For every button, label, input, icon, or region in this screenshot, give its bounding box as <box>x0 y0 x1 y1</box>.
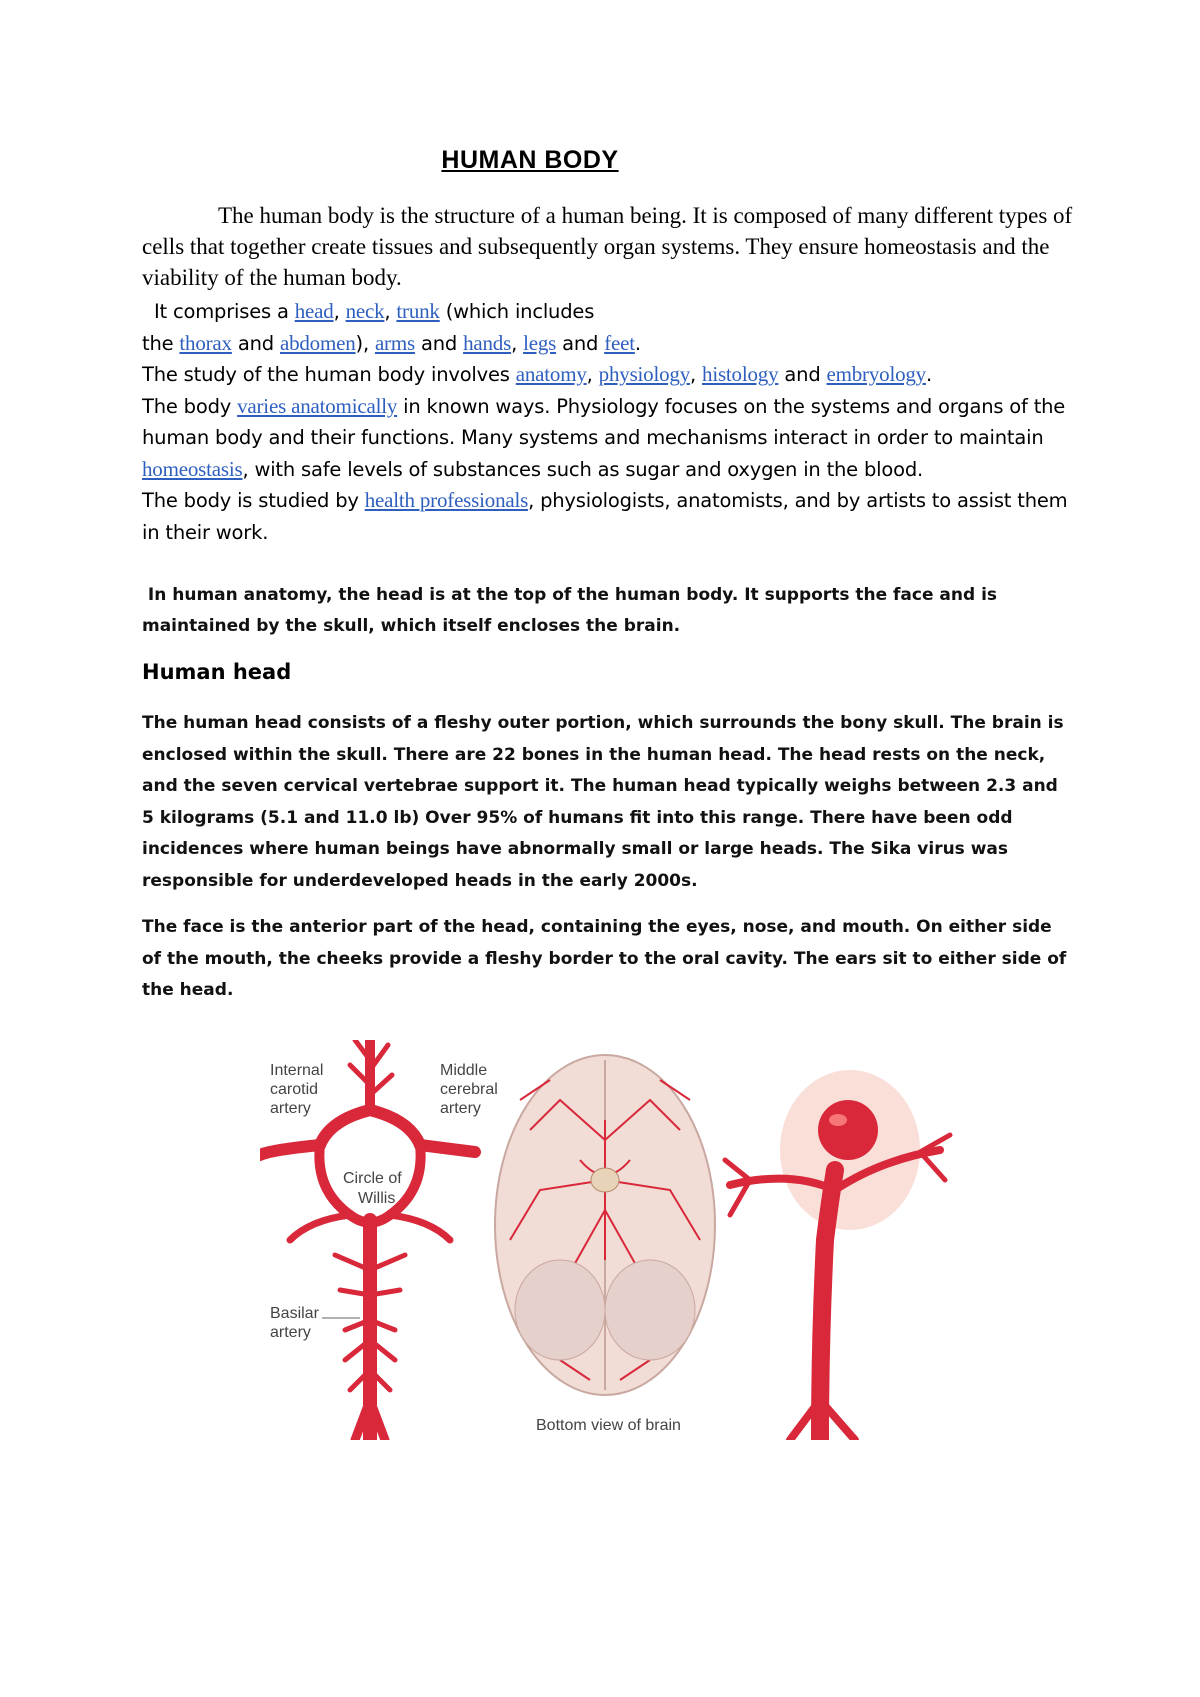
label-circle-1: Circle of <box>343 1170 402 1187</box>
paragraph-head: The human head consists of a fleshy outer portion, which surrounds the bony skull. The brain is enclosed within the skull. There are 22 bones in the human head. The head rests on the neck, and the seven cervical vertebrae support it. The human head typically weighs between 2.3 and 5 kilograms (5.1 and 11.0 lb) Over 95% of humans fit into this range. There have been odd incidences where human beings have abnormally small or large heads. The Sika virus was responsible for underdeveloped heads in the early 2000s. <box>142 713 1064 891</box>
paragraph-face: The face is the anterior part of the head, containing the eyes, nose, and mouth. On either side of the mouth, the cheeks provide a fleshy border to the oral cavity. The ears sit to either side of the head. <box>142 917 1067 1000</box>
link-anatomy[interactable]: anatomy <box>515 362 587 386</box>
text: The study of the human body involves <box>142 363 516 386</box>
link-feet[interactable]: feet <box>604 330 635 355</box>
body-paragraph <box>142 296 1082 548</box>
link-trunk[interactable]: trunk <box>396 299 440 323</box>
text: ), <box>355 331 375 355</box>
label-internal-carotid-3: artery <box>270 1100 311 1117</box>
label-middle-cerebral-1: Middle <box>440 1062 488 1079</box>
text: , <box>333 300 346 323</box>
label-middle-cerebral-2: cerebral <box>440 1081 498 1098</box>
text: and <box>556 331 605 355</box>
artery-figure <box>260 1040 1080 1440</box>
link-physiology[interactable]: physiology <box>598 362 691 386</box>
label-internal-carotid-2: carotid <box>270 1081 319 1098</box>
aneurysm-illustration <box>725 1070 950 1440</box>
link-head[interactable]: head <box>294 299 334 323</box>
link-hands[interactable]: hands <box>463 330 512 355</box>
intro-text: The human body is the structure of a human being. It is composed of many different types of cells that together create tissues and subsequently organ systems. They ensure homeostasis and the viability of the human body. <box>142 203 1073 290</box>
label-middle-cerebral-3: artery <box>440 1100 481 1117</box>
link-histology[interactable]: histology <box>702 362 779 386</box>
link-neck[interactable]: neck <box>345 299 385 323</box>
text: in known ways. Physiology focuses on the systems and organs of the human body and their functions. Many systems and mechanisms interact in order to maintain <box>142 394 1066 449</box>
text: The body <box>142 394 238 418</box>
label-circle-2: Willis <box>358 1190 396 1207</box>
text: , <box>511 331 524 355</box>
text: . <box>634 331 641 355</box>
text: , <box>586 363 599 386</box>
text: . <box>925 363 932 386</box>
text: , <box>690 363 703 386</box>
artery-illustration <box>260 1040 1080 1440</box>
text: and <box>414 331 464 355</box>
link-embryology[interactable]: embryology <box>826 362 926 386</box>
text: It comprises a <box>154 300 295 323</box>
text: and <box>231 331 280 355</box>
intro-paragraph <box>142 200 1082 293</box>
link-thorax[interactable]: thorax <box>179 330 232 355</box>
page-title: HUMAN BODY <box>441 146 619 174</box>
text: , <box>384 300 397 323</box>
text: The body is studied by <box>142 489 365 512</box>
text: , physiologists, anatomists, and by artists to assist them in their work. <box>142 489 1068 544</box>
text: and <box>778 363 827 386</box>
link-health-professionals[interactable]: health professionals <box>364 488 529 512</box>
link-legs[interactable]: legs <box>523 330 557 355</box>
head-note-text: In human anatomy, the head is at the top of the human body. It supports the face and is maintained by the skull, which itself encloses the brain. <box>142 585 998 636</box>
diagram-labels <box>270 1062 498 1341</box>
text: the <box>142 331 180 355</box>
link-abdomen[interactable]: abdomen <box>279 330 356 355</box>
label-basilar-1: Basilar <box>270 1305 319 1322</box>
head-note <box>142 580 1082 642</box>
brain-bottom-view <box>495 1055 715 1395</box>
label-internal-carotid-1: Internal <box>270 1062 324 1079</box>
link-varies-anatomically[interactable]: varies anatomically <box>237 393 398 418</box>
label-basilar-2: artery <box>270 1324 311 1341</box>
link-arms[interactable]: arms <box>374 330 415 355</box>
text: , with safe levels of substances such as sugar and oxygen in the blood. <box>242 457 924 481</box>
link-homeostasis[interactable]: homeostasis <box>142 456 243 481</box>
brain-caption: Bottom view of brain <box>536 1417 681 1434</box>
text: (which includes <box>439 300 595 323</box>
section-heading: Human head <box>142 660 292 684</box>
